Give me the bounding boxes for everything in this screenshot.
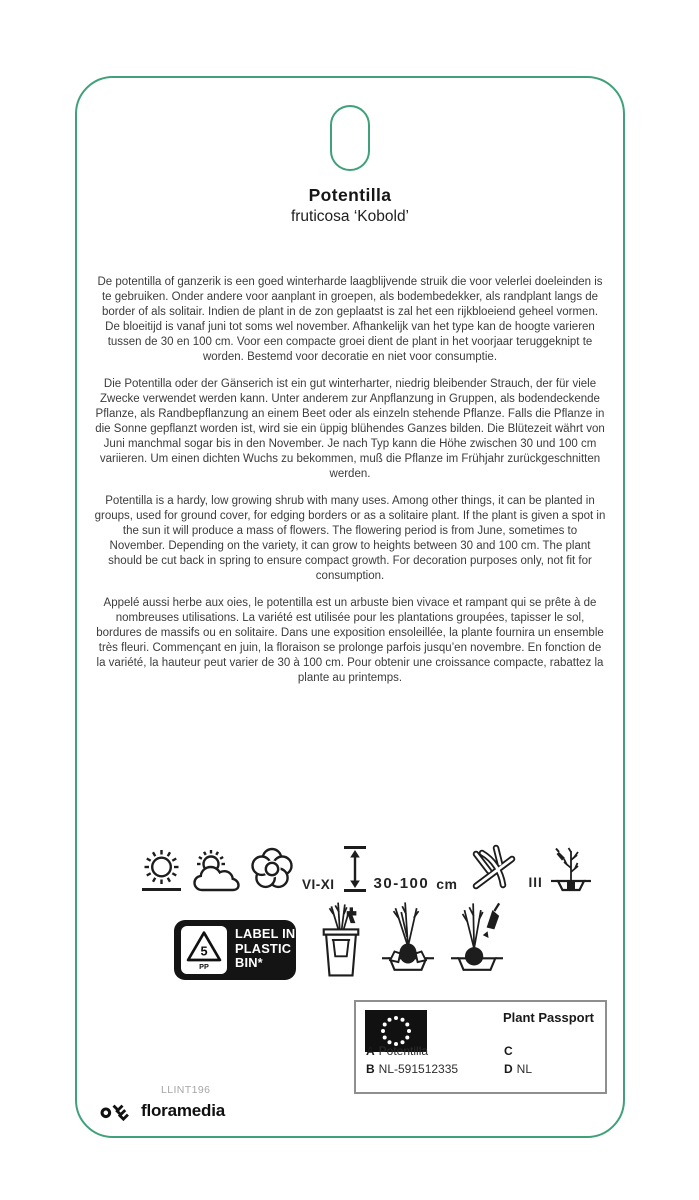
passport-row-a xyxy=(366,1044,428,1058)
passport-row-b xyxy=(366,1062,458,1076)
plant-variety-subtitle: fruticosa ‘Kobold’ xyxy=(290,208,410,225)
passport-row-d xyxy=(504,1062,532,1076)
recycling-pp5-triangle-icon xyxy=(184,927,224,973)
passport-value-d: NL xyxy=(516,1062,533,1076)
plant-genus-title: Potentilla xyxy=(308,185,392,205)
height-unit-label: cm xyxy=(436,876,458,892)
description-block xyxy=(94,275,606,698)
passport-value-b: NL-591512335 xyxy=(378,1062,459,1076)
rootball-in-hole-icon xyxy=(382,898,434,980)
description-dutch: De potentilla of ganzerik is een goed winterharde laagblijvende struik die voor velerlei doeleinden is te gebruiken. Onder andere voor aanplant in groepen, als bodembedekker, als randplant langs de border of als solitair. Indien de plant in de zon geplaatst is zal het een rijkbloeiend geheel vormen. De bloeitijd is vanaf juni tot soms wel november. Afhankelijk van het type kan de hoogte varieren tussen de 30 en 100 cm. Voor een compacte groei dient de plant in het voorjaar teruggeknipt te worden. Bestemd voor decoratie en niet voor consumptie. xyxy=(97,276,603,363)
label-print-code: LLINT196 xyxy=(161,1084,211,1096)
passport-label-b: B xyxy=(366,1062,375,1076)
passport-row-c xyxy=(504,1044,517,1058)
brand-name: floramedia xyxy=(141,1101,225,1120)
flowering-period-label: VI-XI xyxy=(302,877,335,892)
recycle-material: PP xyxy=(199,962,209,972)
plant-with-trowel-icon xyxy=(451,898,503,980)
description-french: Appelé aussi herbe aux oies, le potentilla est un arbuste bien vivace et rampant qui se prête à de nombreuses utilisations. La variété est utilisée pour les plantations groupées, tapisser le sol, bordures de massifs ou en solitaire. Dans une exposition ensoleillée, la plante fournira un ensemble très fleuri. Commençant en juin, la floraison se prolonge parfois jusqu’en novembre. En fonction de la variété, la hauteur peut varier de 30 à 100 cm. Pour obtenir une croissance compacte, rabattez la plante au printemps. xyxy=(96,597,604,684)
badge-line-3: BIN* xyxy=(235,955,263,971)
plant-label-card xyxy=(75,76,625,1138)
description-english: Potentilla is a hardy, low growing shrub with many uses. Among other things, it can be planted in groups, used for ground cover, for edging borders or as a solitaire plant. If the plant is given a spot in the sun it will produce a mass of flowers. The flowering period is from June, sometimes to November. Depending on the variety, it can grow to heights between 30 and 100 cm. The plant should be cut back in spring to ensure compact growth. For decoration purposes only, not fit for consumption. xyxy=(94,495,606,582)
recycle-number: 5 xyxy=(200,943,208,959)
flower-icon xyxy=(246,842,298,894)
passport-label-a: A xyxy=(366,1044,375,1058)
badge-line-2: PLASTIC xyxy=(235,940,292,956)
full-sun-icon xyxy=(138,847,185,894)
planting-instruction-icons xyxy=(317,898,503,980)
soak-plant-in-bucket-icon xyxy=(317,898,365,980)
pruning-month-label: III xyxy=(528,875,543,890)
badge-line-1: LABEL IN xyxy=(235,926,296,941)
plant-in-ground-icon xyxy=(551,844,591,894)
hanging-hole xyxy=(330,105,370,171)
passport-label-d: D xyxy=(504,1062,513,1076)
passport-label-c: C xyxy=(504,1044,513,1058)
plant-passport-box xyxy=(354,1000,607,1094)
secateurs-icon xyxy=(467,842,521,894)
label-in-plastic-bin-badge xyxy=(174,920,296,980)
floramedia-leaf-icon xyxy=(100,1100,136,1122)
brand-logo xyxy=(100,1100,225,1122)
partial-shade-icon xyxy=(193,848,241,894)
height-range-label: 30-100 xyxy=(373,875,430,892)
plant-passport-title: Plant Passport xyxy=(502,1010,594,1025)
badge-text xyxy=(235,927,295,971)
height-arrow-icon xyxy=(341,844,369,894)
passport-value-a: Potentilla xyxy=(378,1044,429,1058)
description-german: Die Potentilla oder der Gänserich ist ein gut winterharter, niedrig bleibender Strauch, der für viele Zwecke verwendet werden kann. Unter anderem zur Anpflanzung in Gruppen, als bodendeckende Pflanze, als Randbepflanzung an einem Beet oder als einzeln stehende Pflanze. Falls die Pflanze in die Sonne gepflanzt worden ist, wird sie ein üppig blühendes Ganzes bilden. Die Blütezeit währt von Juni manchmal sogar bis in den November. Je nach Typ kann die Höhe zwischen 30 und 100 cm variieren. Um einen dichten Wuchs zu bekommen, muß die Pflanze im Frühjahr zurückgeschnitten werden. xyxy=(95,378,605,480)
recycling-pp5-panel xyxy=(181,926,227,974)
care-icon-row xyxy=(138,834,591,894)
